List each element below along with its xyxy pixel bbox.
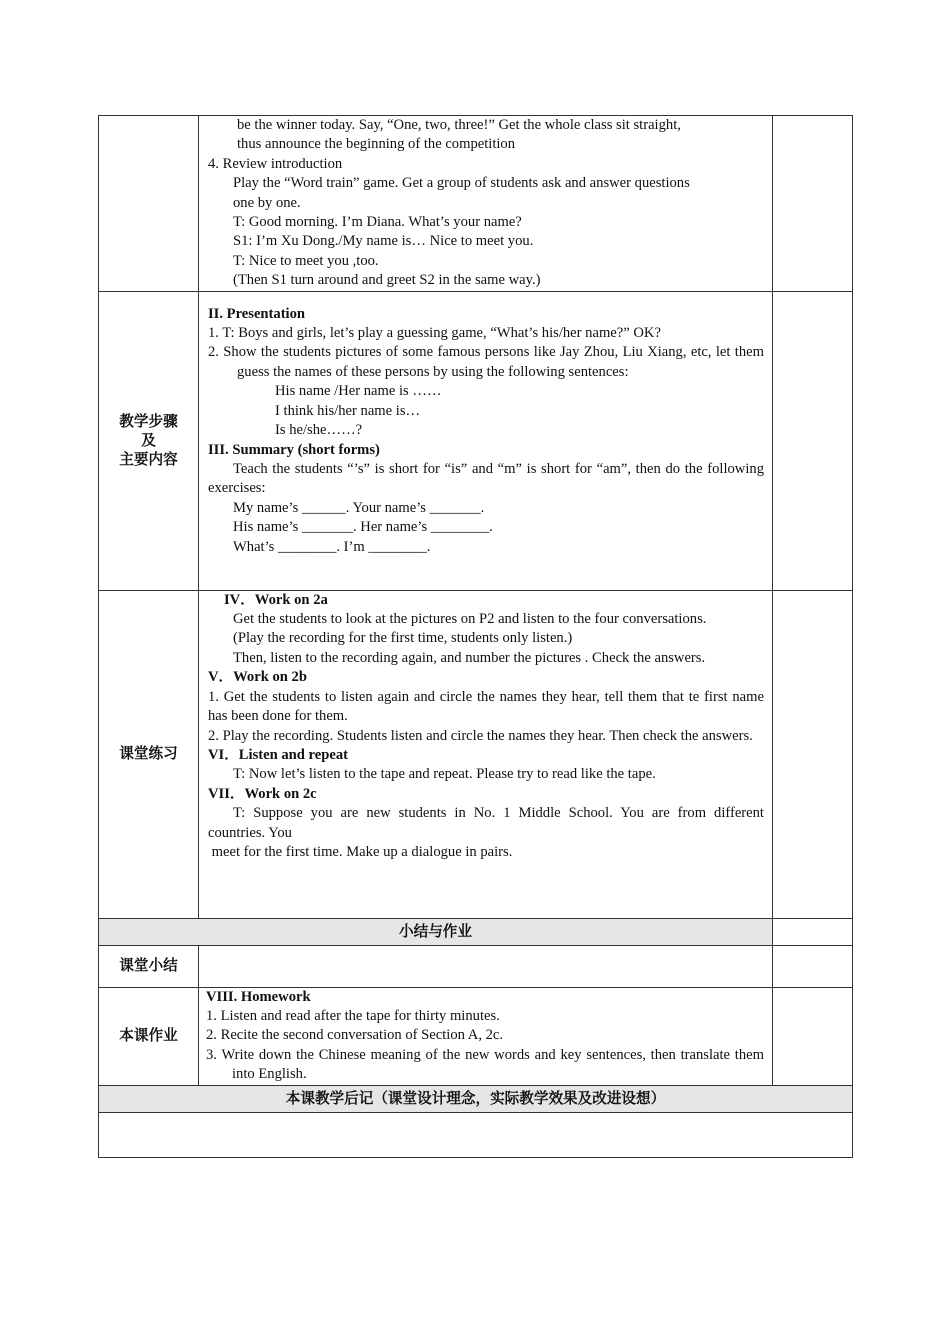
text-line: be the winner today. Say, “One, two, three!” Get the whole class sit straight, — [237, 117, 681, 133]
list-item: 3. Write down the Chinese meaning of the new words and key sentences, then translate them into English. — [206, 1046, 764, 1083]
table-row — [99, 291, 853, 590]
section-heading: VIII. Homework — [206, 988, 311, 1005]
text-line: I think his/her name is… — [275, 402, 421, 419]
label-cell — [99, 116, 199, 292]
table-row — [99, 945, 853, 987]
lesson-plan-table — [98, 115, 853, 1158]
steps-label: 教学步骤 及 主要内容 — [99, 291, 199, 590]
paragraph: (Play the recording for the first time, students only listen.) — [233, 630, 573, 647]
list-item: 1. Get the students to listen again and circle the names they hear, tell them that te first name has been done for them. — [208, 688, 764, 725]
text-line: thus announce the beginning of the competition — [237, 136, 516, 153]
text-line: S1: I’m Xu Dong./My name is… Nice to meet you. — [233, 233, 534, 250]
section-heading: II. Presentation — [208, 305, 306, 322]
paragraph: meet for the first time. Make up a dialogue in pairs. — [208, 843, 513, 860]
paragraph: T: Now let’s listen to the tape and repeat. Please try to read like the tape. — [233, 766, 656, 783]
text-line: 4. Review introduction — [208, 155, 343, 172]
notes-cell — [773, 945, 853, 987]
section-heading: III. Summary (short forms) — [208, 441, 380, 458]
notes-cell — [773, 116, 853, 292]
exercise-line: My name’s ______. Your name’s _______. — [233, 499, 485, 516]
section-heading: VI．Listen and repeat — [208, 746, 349, 763]
paragraph: Teach the students “’s” is short for “is” and “m” is short for “am”, then do the following exercises: — [208, 460, 764, 497]
notes-cell — [773, 987, 853, 1085]
notes-cell — [773, 918, 853, 945]
section-heading: VII．Work on 2c — [208, 785, 317, 802]
table-row — [99, 918, 853, 945]
text-line: (Then S1 turn around and greet S2 in the same way.) — [233, 272, 541, 289]
table-row — [99, 987, 853, 1085]
text-line: one by one. — [233, 194, 301, 211]
notes-cell — [773, 590, 853, 918]
procedure-cell — [199, 116, 773, 292]
homework-cell — [199, 987, 773, 1085]
table-row — [99, 1085, 853, 1112]
exercise-line: His name’s _______. Her name’s ________. — [233, 519, 493, 536]
text-line: Play the “Word train” game. Get a group of students ask and answer questions — [233, 175, 690, 192]
postscript-cell — [99, 1112, 853, 1157]
table-row — [99, 116, 853, 292]
paragraph: T: Suppose you are new students in No. 1 Middle School. You are from different countries. You — [208, 805, 764, 841]
practice-cell — [199, 590, 773, 918]
list-item: 2. Play the recording. Students listen and circle the names they hear. Then check the answers. — [208, 727, 753, 744]
paragraph: Then, listen to the recording again, and number the pictures . Check the answers. — [233, 649, 706, 666]
summary-homework-band: 小结与作业 — [99, 918, 773, 945]
text-line: T: Good morning. I’m Diana. What’s your name? — [233, 214, 522, 231]
section-heading: V．Work on 2b — [208, 669, 307, 686]
list-item: 1. T: Boys and girls, let’s play a guessing game, “What’s his/her name?” OK? — [208, 325, 661, 342]
exercise-line: What’s ________. I’m ________. — [233, 538, 431, 555]
list-item: 2. Show the students pictures of some famous persons like Jay Zhou, Liu Xiang, etc, let them guess the names of these persons by using the following sentences: — [208, 344, 764, 380]
text-line: T: Nice to meet you ,too. — [233, 252, 379, 269]
class-summary-cell — [199, 945, 773, 987]
table-row — [99, 590, 853, 918]
paragraph: Get the students to look at the pictures on P2 and listen to the four conversations. — [233, 611, 707, 628]
table-row — [99, 1112, 853, 1157]
list-item: 1. Listen and read after the tape for thirty minutes. — [206, 1008, 500, 1025]
text-line: His name /Her name is …… — [275, 383, 442, 400]
homework-label: 本课作业 — [99, 987, 199, 1085]
postscript-band: 本课教学后记（课堂设计理念，实际教学效果及改进设想） — [99, 1085, 853, 1112]
text-line: Is he/she……? — [275, 422, 363, 439]
steps-cell — [199, 291, 773, 590]
class-summary-label: 课堂小结 — [99, 945, 199, 987]
notes-cell — [773, 291, 853, 590]
list-item: 2. Recite the second conversation of Section A, 2c. — [206, 1027, 504, 1044]
practice-label: 课堂练习 — [99, 590, 199, 918]
section-heading: IV．Work on 2a — [224, 591, 328, 608]
